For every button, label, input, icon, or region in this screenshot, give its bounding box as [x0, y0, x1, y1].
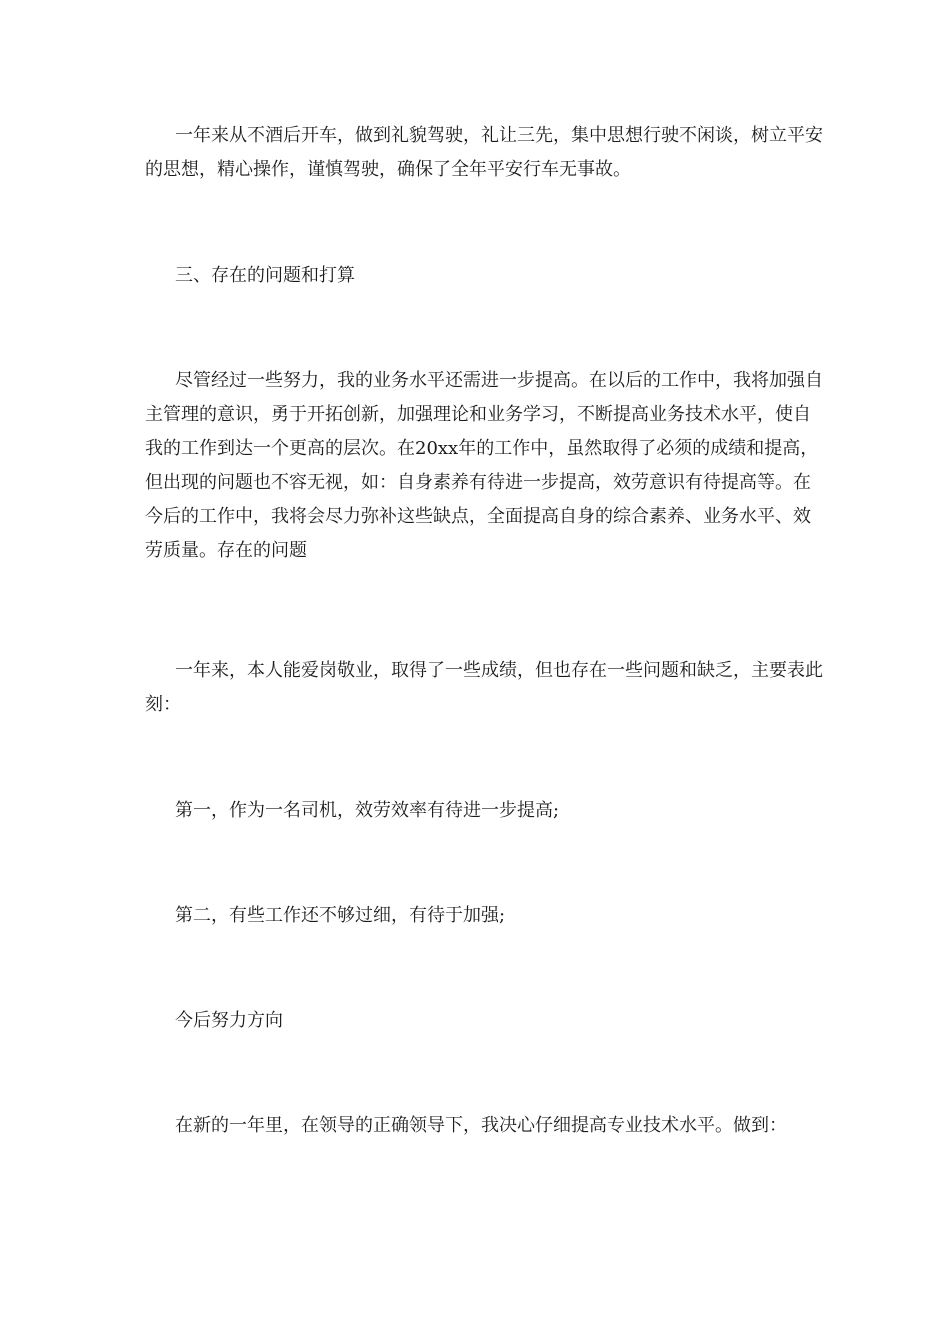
list-item-first: 第一，作为一名司机，效劳效率有待进一步提高;	[175, 800, 560, 821]
paragraph-improvement: 尽管经过一些努力，我的业务水平还需进一步提高。在以后的工作中，我将加强自主管理的意识，勇于开拓创新，加强理论和业务学习，不断提高业务技术水平，使自我的工作到达一个更高的层次。在20xx年的工作中，虽然取得了必须的成绩和提高，但出现的问题也不容无视，如：自身素养有待进一步提高，效劳意识有待提高等。在今后的工作中，我将会尽力弥补这些缺点，全面提高自身的综合素养、业务水平、效劳质量。存在的问题	[145, 370, 823, 561]
paragraph-safe-driving: 一年来从不酒后开车，做到礼貌驾驶，礼让三先，集中思想行驶不闲谈，树立平安的思想，精心操作，谨慎驾驶，确保了全年平安行车无事故。	[145, 125, 823, 180]
paragraph-shortcomings-intro: 一年来，本人能爱岗敬业，取得了一些成绩，但也存在一些问题和缺乏，主要表此刻：	[145, 660, 823, 715]
section-heading-problems-plans: 三、存在的问题和打算	[175, 265, 355, 286]
list-item-second: 第二，有些工作还不够过细，有待于加强;	[175, 905, 506, 926]
paragraph-new-year-goals: 在新的一年里，在领导的正确领导下，我决心仔细提高专业技术水平。做到：	[175, 1115, 787, 1136]
section-heading-future-direction: 今后努力方向	[175, 1010, 283, 1031]
